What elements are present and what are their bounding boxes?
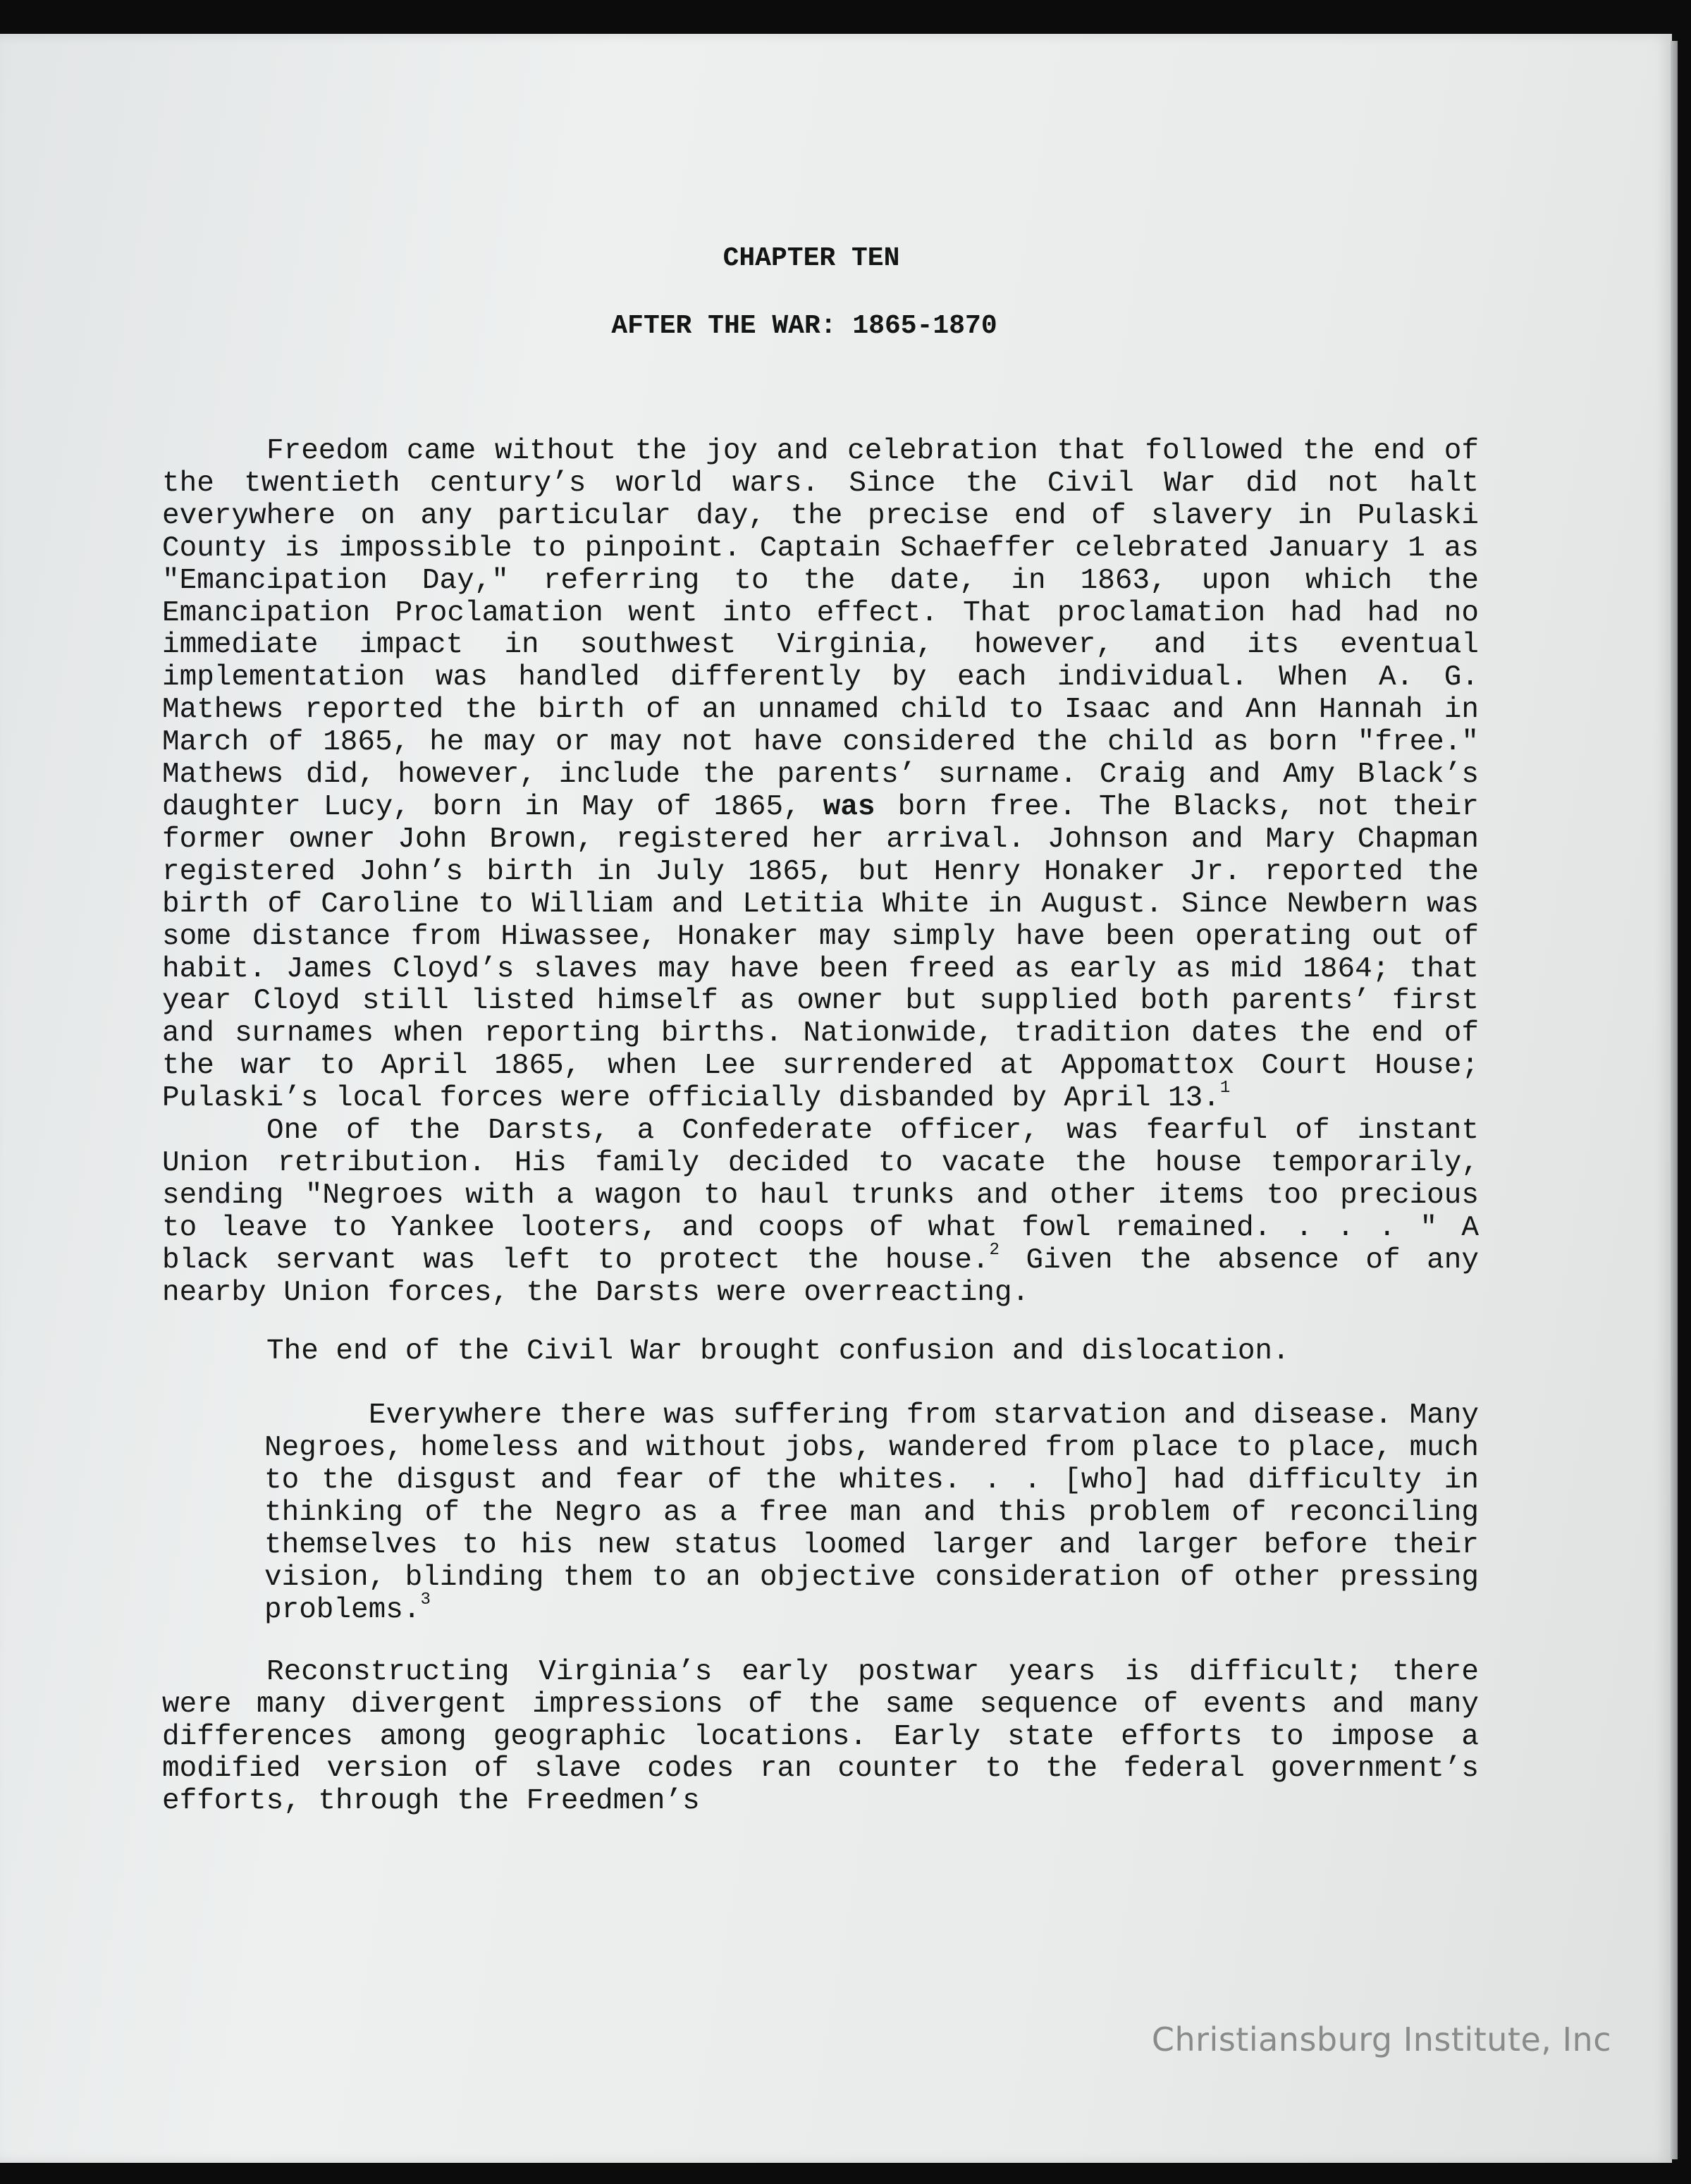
paragraph-2-text-a: One of the Darsts, a Confederate officer, was fearful of instant Union retribution. His family decided to vacate the house temporarily, sending "Negroes with a wagon to haul trunks and other items too precious to leave to Yankee looters, and coops of what fowl remained. . . . " A black servant was left to protect the house. bbox=[162, 1115, 1479, 1277]
document-page bbox=[0, 34, 1672, 2163]
quote-lead-line: The end of the Civil War brought confusion and dislocation. bbox=[266, 1335, 1290, 1368]
block-quote bbox=[264, 1400, 1479, 1626]
footnote-marker-2: 2 bbox=[989, 1241, 1000, 1260]
paragraph-2-text-b: Given the absence of any nearby Union forces, the Darsts were overreacting. bbox=[162, 1244, 1479, 1309]
page-edge bbox=[1671, 41, 1678, 2159]
footnote-marker-3: 3 bbox=[420, 1590, 431, 1610]
footnote-marker-1: 1 bbox=[1219, 1079, 1231, 1098]
block-quote-text: Everywhere there was suffering from starvation and disease. Many Negroes, homeless and without jobs, wandered from place to place, much to the disgust and fear of the whites. . . [who] had difficulty in thinking of the Negro as a free man and this problem of reconciling themselves to his new status loomed larger and larger before their vision, blinding them to an objective consideration of other pressing problems. bbox=[264, 1399, 1479, 1626]
paragraph-1-bold-word: was bbox=[823, 790, 875, 823]
paragraph-3: Reconstructing Virginia’s early postwar years is difficult; there were many divergent impressions of the same sequence of events and many differences among geographic locations. Early state efforts to impose a modified version of slave codes ran counter to the federal government’s efforts, through the Freedmen’s bbox=[162, 1655, 1479, 1818]
paragraph-2 bbox=[162, 1115, 1479, 1309]
paragraph-1 bbox=[162, 436, 1479, 1115]
paragraph-1-text-b: born free. The Blacks, not their former owner John Brown, registered her arrival. Johnson and Mary Chapman registered John’s birth in July 1865, but Henry Honaker Jr. reported the birth of Caroline to William and Letitia White in August. Since Newbern was some distance from Hiwassee, Honaker may simply have been operating out of habit. James Cloyd’s slaves may have been freed as early as mid 1864; that year Cloyd still listed himself as owner but supplied both parents’ first and surnames when reporting births. Nationwide, tradition dates the end of the war to April 1865, when Lee surrendered at Appomattox Court House; Pulaski’s local forces were officially disbanded by April 13. bbox=[162, 790, 1480, 1115]
paragraph-1-text-a: Freedom came without the joy and celebration that followed the end of the twentieth century’s world wars. Since the Civil War did not halt everywhere on any particular day, the precise end of slavery in Pulaski County is impossible to pinpoint. Captain Schaeffer celebrated January 1 as "Emancipation Day," referring to the date, in 1863, upon which the Emancipation Proclamation went into effect. That proclamation had had no immediate impact in southwest Virginia, however, and its eventual implementation was handled differently by each individual. When A. G. Mathews reported the birth of an unnamed child to Isaac and Ann Hannah in March of 1865, he may or may not have considered the child as born "free." Mathews did, however, include the parents’ surname. Craig and Amy Black’s daughter Lucy, born in May of 1865, bbox=[162, 435, 1479, 823]
chapter-title: AFTER THE WAR: 1865-1870 bbox=[611, 311, 997, 341]
body-text bbox=[162, 436, 1479, 1818]
watermark-text: Christiansburg Institute, Inc bbox=[1151, 2020, 1611, 2059]
chapter-heading: CHAPTER TEN bbox=[722, 243, 900, 274]
